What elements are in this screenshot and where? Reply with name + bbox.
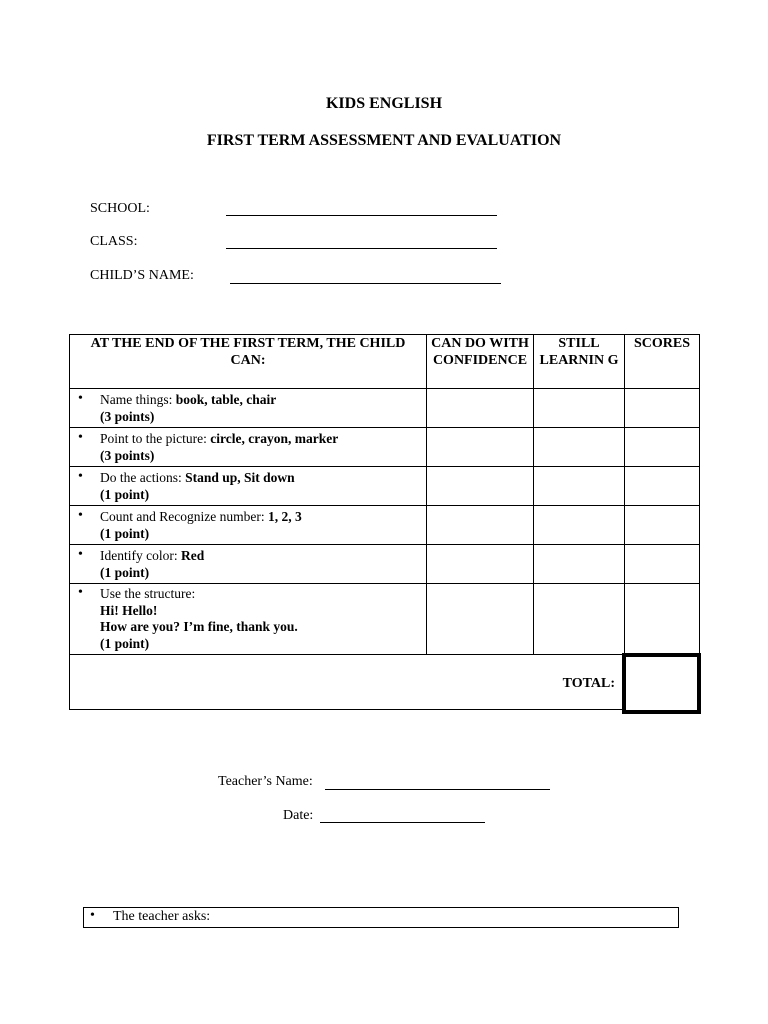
class-label: CLASS: [90,234,138,249]
criteria-cell [70,584,427,655]
confidence-cell[interactable] [427,584,534,655]
item-points: (1 point) [100,635,150,651]
criteria-cell [70,545,427,584]
item-text: Name things: [100,392,176,407]
learning-cell[interactable] [534,428,625,467]
confidence-header: CAN DO WITH CONFIDENCE [427,335,534,389]
learning-cell[interactable] [534,545,625,584]
total-label: TOTAL: [562,676,615,691]
criteria-cell [70,428,427,467]
criteria-cell [70,467,427,506]
score-cell[interactable] [625,428,700,467]
item-text: Identify color: [100,548,181,563]
table-row [70,428,700,467]
item-keywords: book, table, chair [175,392,277,407]
child-name-label: CHILD’S NAME: [90,268,194,283]
document-subtitle: FIRST TERM ASSESSMENT AND EVALUATION [206,132,562,149]
learning-cell[interactable] [534,584,625,655]
date-label: Date: [283,808,314,823]
bullet-icon: • [90,908,95,923]
class-field[interactable] [226,248,497,249]
school-field[interactable] [226,215,497,216]
table-row [70,545,700,584]
bullet-icon: • [78,508,83,523]
school-label: SCHOOL: [90,201,150,216]
score-cell[interactable] [625,467,700,506]
bullet-icon: • [78,391,83,406]
criteria-header: AT THE END OF THE FIRST TERM, THE CHILD CAN: [70,335,427,389]
teacher-name-label: Teacher’s Name: [218,774,313,789]
criteria-cell [70,506,427,545]
item-text: Do the actions: [100,470,186,485]
score-cell[interactable] [625,389,700,428]
structure-line-2: How are you? I’m fine, thank you. [100,619,298,634]
score-cell[interactable] [625,506,700,545]
item-text: Use the structure: [100,586,196,601]
criteria-cell [70,389,427,428]
document-title: KIDS ENGLISH [325,95,443,112]
teacher-asks-box [83,907,679,928]
confidence-cell[interactable] [427,389,534,428]
learning-cell[interactable] [534,389,625,428]
table-row [70,389,700,428]
bullet-icon: • [78,430,83,445]
learning-header: STILL LEARNIN G [534,335,625,389]
item-points: (3 points) [100,409,155,424]
item-keywords: Red [180,548,205,563]
table-row [70,584,700,655]
confidence-cell[interactable] [427,467,534,506]
bullet-icon: • [78,585,83,600]
child-name-field[interactable] [230,283,501,284]
learning-cell[interactable] [534,467,625,506]
confidence-cell[interactable] [427,506,534,545]
item-text: Point to the picture: [100,431,211,446]
item-points: (1 point) [100,487,150,502]
item-keywords: circle, crayon, marker [210,431,339,446]
item-points: (3 points) [100,448,155,463]
total-score-box[interactable] [622,653,701,714]
total-row [70,655,700,710]
bullet-icon: • [78,547,83,562]
item-keywords: Stand up, Sit down [185,470,295,485]
item-points: (1 point) [100,526,150,541]
item-points: (1 point) [100,565,150,580]
scores-header: SCORES [625,335,700,389]
learning-cell[interactable] [534,506,625,545]
bullet-icon: • [78,469,83,484]
teacher-asks-text: The teacher asks: [113,909,211,924]
confidence-cell[interactable] [427,428,534,467]
item-keywords: 1, 2, 3 [267,509,302,524]
table-header-row [70,335,700,389]
table-row [70,467,700,506]
structure-line-1: Hi! Hello! [100,602,158,618]
assessment-table [69,334,700,710]
confidence-cell[interactable] [427,545,534,584]
table-row [70,506,700,545]
score-cell[interactable] [625,545,700,584]
date-field[interactable] [320,822,485,823]
score-cell[interactable] [625,584,700,655]
total-cell [70,655,700,710]
item-text: Count and Recognize number: [100,509,268,524]
teacher-name-field[interactable] [325,789,550,790]
